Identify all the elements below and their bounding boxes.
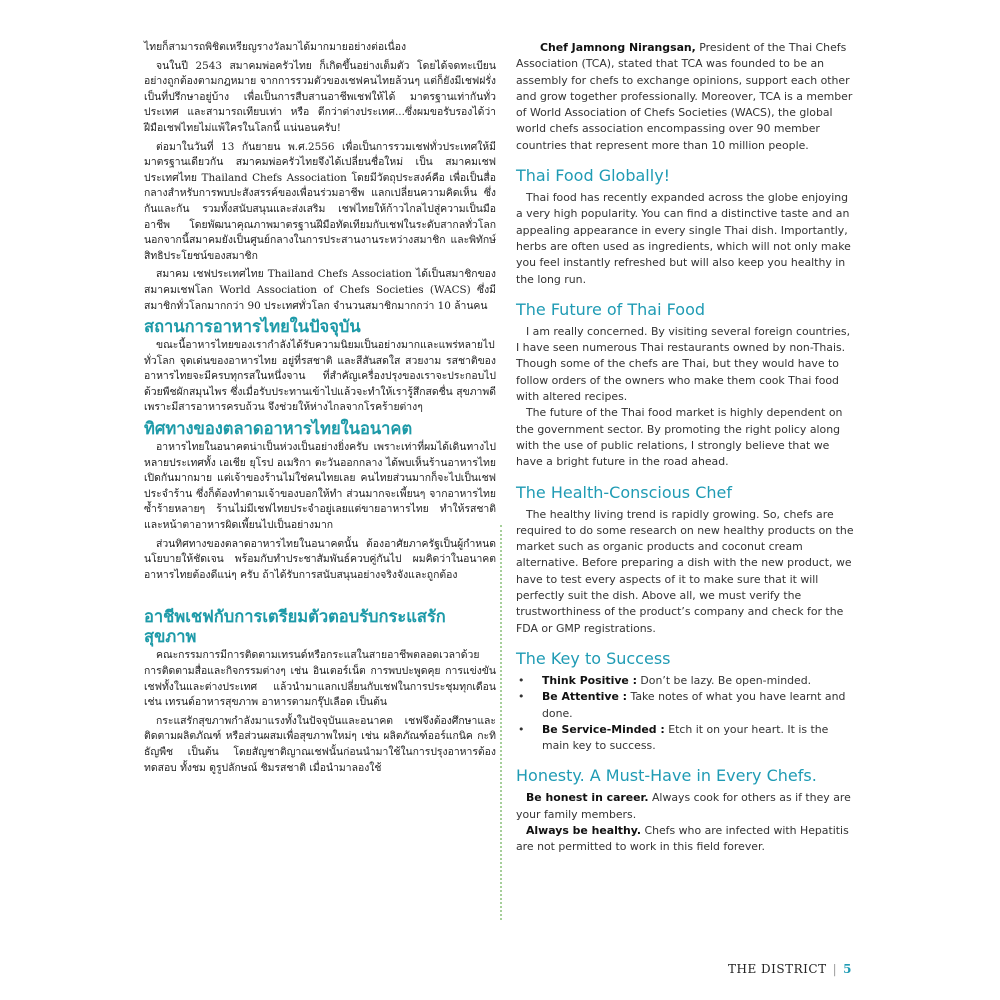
- heading-thai-food-globally: Thai Food Globally!: [516, 166, 671, 186]
- page-footer: [700, 962, 852, 976]
- thai-heading-health: อาชีพเชฟกับการเตรียมตัวตอบรับกระแสรักสุขภาพ: [144, 607, 446, 647]
- health-paragraph: The healthy living trend is rapidly growing. So, chefs are required to do some research on new healthy products on the market such as organic products and coconut cream alternative. Before preparing a dish with the new product, we have to test every aspects of it to make sure that it will perfectly suit the dish. Above all, we must verify the trustworthiness of the product’s company and check for the FDA or GMP registrations.: [516, 507, 854, 635]
- bullet-icon: •: [518, 722, 525, 736]
- bullet-icon: •: [518, 690, 525, 704]
- thai-future-paragraph-2: ส่วนทิศทางของตลาดอาหารไทยในอนาคตนั้น ต้องอาศัยภาครัฐเป็นผู้กำหนดนโยบายให้ชัดเจน พร้อมกับทำประชาสัมพันธ์ควบคู่กันไป ผมคิดว่าในอนาคตอาหารไทยต้องดีแน่ๆ ครับ ถ้าได้รับการสนับสนุนอย่างจริงจังและถูกต้อง: [144, 537, 496, 581]
- thai-health-paragraph-2: กระแสรักสุขภาพกำลังมาแรงทั้งในปัจจุบันและอนาคต เชฟจึงต้องศึกษาและติดตามผลิตภัณฑ์ หรือส่วนผสมเพื่อสุขภาพใหม่ๆ เช่น ผลิตภัณฑ์ออร์แกนิค กะทิธัญพืช เป็นต้น โดยสัญชาติญาณเชฟนั้นก่อนนำมาใช้ในการปรุงอาหารต้องทดสอบ ทั้งชม ดูรูปลักษณ์ ชิมรสชาติ เมื่อนำมาลองใช้: [144, 714, 496, 774]
- list-item-text: Take notes of what you have learnt and done.: [542, 690, 846, 720]
- thai-heading-current: สถานการอาหารไทยในปัจจุบัน: [144, 317, 361, 337]
- thai-health-paragraph-1: คณะกรรมการมีการติดตามเทรนด์หรือกระแสในสายอาชีพตลอดเวลาด้วยการติดตามสื่อและกิจกรรมต่างๆ เช่น อินเตอร์เน็ต การพบปะพูดคุย การแข่งขันเชฟทั้งในและต่างประเทศ แล้วนำมาแลกเปลี่ยนกับเชฟในการประชุมทุกเดือน เช่น เทรนด์อาหารสุขภาพ อาหารตามกรุ๊ปเลือด เป็นต้น: [144, 649, 496, 709]
- thai-intro-paragraph-4: สมาคม เชฟประเทศไทย Thailand Chefs Association ได้เป็นสมาชิกของ สมาคมเชฟโลก World Association of Chefs Societies (WACS) ซึ่งมีสมาชิกทั่วโลกมากกว่า 90 ประเทศทั่วโลก จำนวนสมาชิกมากกว่า 10 ล้านคน: [144, 268, 496, 312]
- bullet-icon: •: [518, 673, 525, 687]
- english-column: [516, 40, 854, 856]
- thai-column: [144, 40, 496, 779]
- column-divider: [500, 525, 502, 920]
- honesty-paragraph-1: [516, 790, 854, 823]
- honesty-lead-2: Always be healthy.: [526, 823, 641, 837]
- list-item-text: Etch it on your heart. It is the main key to success.: [542, 722, 829, 753]
- thai-intro-paragraph-1: ไทยก็สามารถพิชิตเหรียญรางวัลมาได้มากมายอย่างต่อเนื่อง: [144, 41, 407, 53]
- future-paragraph-2: The future of the Thai food market is highly dependent on the government sector. By promoting the right policy along with the use of public relations, I strongly believe that we have a bright future in the road ahead.: [516, 406, 843, 469]
- heading-health-conscious-chef: The Health-Conscious Chef: [516, 482, 732, 502]
- list-item-term: Be Service-Minded :: [542, 722, 665, 736]
- success-list: [516, 673, 854, 754]
- list-item: [516, 722, 854, 755]
- honesty-paragraph-2: [516, 823, 854, 856]
- list-item-term: Think Positive :: [542, 673, 637, 687]
- thai-intro-paragraph-2: จนในปี 2543 สมาคมพ่อครัวไทย ก็เกิดขึ้นอย่างเต็มตัว โดยได้จดทะเบียนอย่างถูกต้องตามกฎหมาย จากการรวมตัวของเชฟคนไทยล้วนๆ แต่ก็ยังมีเชฟฝรั่งเป็นที่ปรึกษาอยู่บ้าง เพื่อเป็นการสืบสานอาชีพเชฟให้ได้ มาตรฐานเท่ากันทั่วประเทศ และสามารถเทียบเท่า หรือ ดีกว่าต่างประเทศ...ซึ่งผมขอรับรองได้ว่าฝีมือเชฟไทยไม่แพ้ใครในโลกนี้ แน่นอนครับ!: [144, 59, 496, 134]
- page-number: 5: [843, 962, 852, 976]
- intro-text: President of the Thai Chefs Association (TCA), stated that TCA was founded to be an assembly for chefs to exchange opinions, support each other and grow together professionally. Moreover, TCA is a member of World Association of Chefs Societies (WACS), the global world chefs association encompassing over 90 member countries that represent more than 10 million people.: [516, 41, 853, 152]
- heading-future-of-thai-food: The Future of Thai Food: [516, 299, 706, 319]
- list-item: [516, 689, 854, 722]
- heading-honesty: Honesty. A Must-Have in Every Chefs.: [516, 766, 817, 786]
- globally-paragraph: Thai food has recently expanded across the globe enjoying a very high popularity. You can find a distinctive taste and an appealing appearance in every single Thai dish. Importantly, herbs are often used as ingredients, which will not only make you feel instantly refreshed but will also keep you healthy in the long run.: [516, 191, 851, 286]
- footer-separator: |: [832, 962, 838, 976]
- publication-name: THE DISTRICT: [728, 962, 827, 976]
- list-item: [516, 673, 854, 689]
- thai-intro-paragraph-3: ต่อมาในวันที่ 13 กันยายน พ.ศ.2556 เพื่อเป็นการรวมเชฟทั่วประเทศให้มีมาตรฐานเดียวกัน สมาคมพ่อครัวไทยจึงได้เปลี่ยนชื่อใหม่ เป็น สมาคมเชฟประเทศไทย Thailand Chefs Association โดยมีวัตถุประสงค์คือ เพื่อเป็นสื่อกลางสำหรับการพบปะสังสรรค์ของเพื่อนร่วมอาชีพ แลกเปลี่ยนความคิดเห็น ซึ่งกันและกัน รวมทั้งสนับสนุนและส่งเสริม เชฟไทยให้ก้าวไกลไปสู่ความเป็นมืออาชีพ โดยพัฒนาคุณภาพมาตรฐานฝีมือทัดเทียมกับเชฟในระดับสากลทั่วโลก นอกจากนี้สมาคมยังเป็นศูนย์กลางในการประสานงานระหว่างสมาชิก และพิทักษ์สิทธิประโยชน์ของสมาชิก: [144, 140, 496, 262]
- thai-heading-future: ทิศทางของตลาดอาหารไทยในอนาคต: [144, 419, 413, 439]
- list-item-text: Don’t be lazy. Be open-minded.: [636, 673, 812, 687]
- english-intro-paragraph: [516, 40, 854, 154]
- future-paragraph-1: I am really concerned. By visiting several foreign countries, I have seen numerous Thai restaurants owned by non-Thais. Though some of the chefs are Thai, but they would have to follow orders of the owners who make them cook Thai food with altered recipes.: [516, 324, 851, 404]
- thai-future-paragraph-1: อาหารไทยในอนาคตน่าเป็นห่วงเป็นอย่างยิ่งครับ เพราะเท่าที่ผมได้เดินทางไปหลายประเทศทั้ง เอเชีย ยุโรป อเมริกา ตะวันออกกลาง ได้พบเห็นร้านอาหารไทยเปิดกันมากมาย แต่เจ้าของร้านไม่ใช่คนไทยเลย คนไทยส่วนมากก็จะไปเป็นเชฟประจำร้าน ซึ่งก็ต้องทำตามเจ้าของบอกให้ทำ ส่วนมากจะเพี้ยนๆ จากอาหารไทย ซ้ำร้ายหลายๆ ร้านไม่มีเชฟไทยประจำอยู่เลยแต่ขายอาหารไทย ทำให้รสชาติและหน้าตาอาหารผิดเพี้ยนไปเป็นอย่างมาก: [144, 441, 496, 532]
- honesty-text-1: Always cook for others as if they are your family members.: [516, 791, 851, 821]
- honesty-text-2: Chefs who are infected with Hepatitis are not permitted to work in this field forever.: [516, 823, 849, 854]
- honesty-lead-1: Be honest in career.: [526, 791, 649, 805]
- chef-name: Chef Jamnong Nirangsan,: [540, 41, 696, 54]
- heading-key-to-success: The Key to Success: [516, 648, 671, 668]
- thai-current-paragraph: ขณะนี้อาหารไทยของเรากำลังได้รับความนิยมเป็นอย่างมากและแพร่หลายไปทั่วโลก จุดเด่นของอาหารไทย อยู่ที่รสชาติ และสีสันสดใส สวยงาม รสชาติของอาหารไทยจะมีครบทุกรสในหนึ่งจาน ที่สำคัญเครื่องปรุงของเราจะประกอบไปด้วยพืชผักสมุนไพร ซึ่งเมื่อรับประทานเข้าไปแล้วจะทำให้เรารู้สึกสดชื่น สุขภาพดี เพราะมีสารอาหารครบถ้วน จึงช่วยให้ห่างไกลจากโรคร้ายต่างๆ: [144, 339, 496, 414]
- list-item-term: Be Attentive :: [542, 690, 628, 704]
